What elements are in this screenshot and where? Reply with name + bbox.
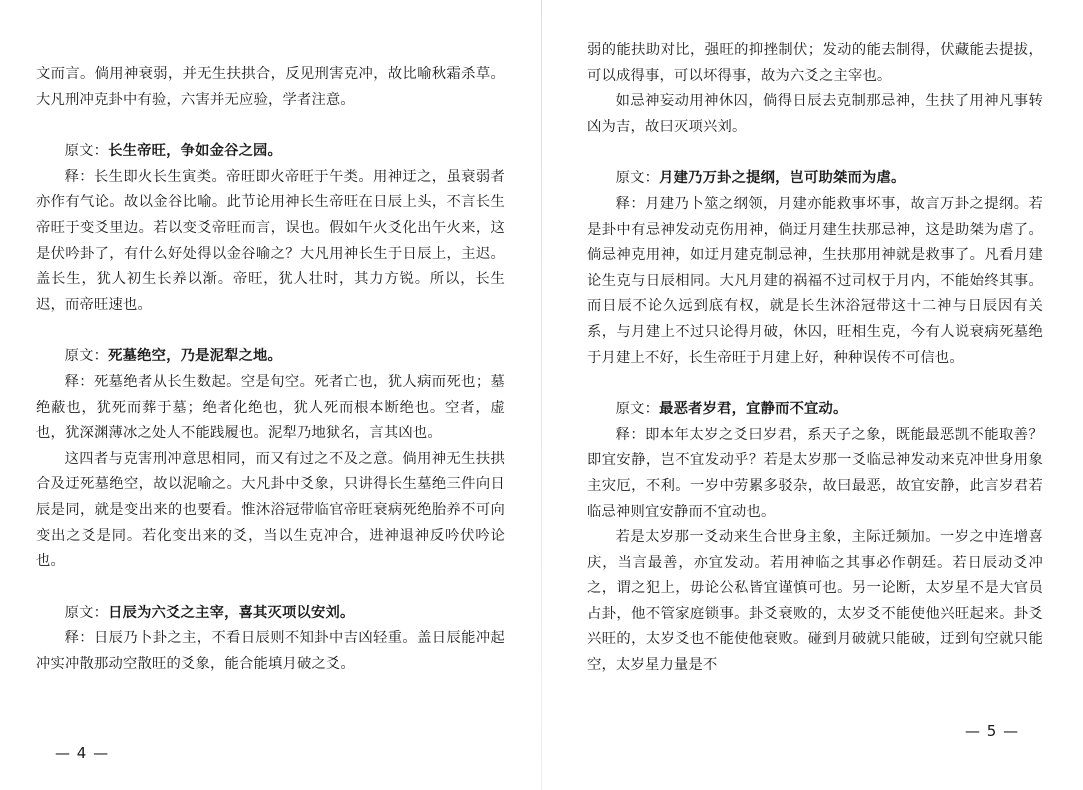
body-paragraph: 如忌神妄动用神休囚，倘得日辰去克制那忌神，生扶了用神凡事转凶为吉，故曰灭项兴刘。 (587, 93, 1043, 135)
body-paragraph: 释：长生即火长生寅类。帝旺即火帝旺于午类。用神迂之，虽衰弱者亦作有气论。故以金谷比喻。此节论用神长生帝旺在日辰上头，不言长生帝旺于变爻里边。若以变爻帝旺而言，误也。假如午火爻化出午火来，这是伏吟卦了，有什么好处得以金谷喻之？大凡用神长生于日辰上，主迟。盖长生，犹人初生长养以渐。帝旺，犹人壮时，其力方锐。所以，长生迟，而帝旺速也。 (36, 168, 505, 313)
body-paragraph: 文而言。倘用神衰弱，并无生扶拱合，反见刑害克冲，故比喻秋霜杀草。大凡刑冲克卦中有验，六害并无应验，学者注意。 (36, 66, 505, 108)
body-paragraph: 释：死墓绝者从长生数起。空是旬空。死者亡也，犹人病而死也；墓绝蔽也，犹死而葬于墓；绝者化绝也，犹人死而根本断绝也。空者，虚也，犹深渊薄冰之处人不能践履也。泥犁乃地狱名，言其凶也。 (36, 373, 505, 442)
heading-label: 原文： (64, 143, 109, 160)
heading-label: 原文： (64, 604, 109, 621)
left-page (0, 0, 541, 790)
page-number-left: — 4 — (55, 744, 110, 762)
heading-text: 月建乃万卦之提纲，岂可助桀而为虐。 (659, 170, 906, 187)
heading-text: 长生帝旺，争如金谷之园。 (108, 143, 283, 160)
body-paragraph: 释：即本年太岁之爻曰岁君，系天子之象，既能最恶凯不能取善？即宜安静，岂不宜发动乎？若是太岁那一爻临忌神发动来克冲世身用象主灾厄，不利。一岁中劳累多驳杂，故曰最恶，故宜安静，此言岁君若临忌神则宜安静而不宜动也。 (587, 426, 1043, 520)
section-heading (36, 344, 505, 370)
heading-label: 原文： (615, 170, 660, 187)
section-heading (587, 397, 1043, 423)
body-paragraph: 若是太岁那一爻动来生合世身主象，主际迁频加。一岁之中连增喜庆，当言最善，亦宜发动。若用神临之其事必作朝廷。若日辰动爻冲之，谓之犯上，毋论公私皆宜谨慎可也。另一论断，太岁星不是大官员占卦，他不管家庭锁事。卦爻衰败的，太岁爻不能使他兴旺起来。卦爻兴旺的，太岁爻也不能使他衰败。碰到月破就只能破，迂到旬空就只能空，太岁星力量是不 (587, 529, 1043, 674)
page-number-right: — 5 — (965, 722, 1020, 740)
heading-label: 原文： (615, 401, 660, 418)
heading-text: 日辰为六爻之主宰，喜其灭项以安刘。 (108, 604, 355, 621)
body-paragraph: 释：日辰乃卜卦之主，不看日辰则不知卦中吉凶轻重。盖日辰能冲起冲实冲散那动空散旺的爻象，能合能填月破之爻。 (36, 630, 505, 672)
right-page (541, 0, 1083, 790)
section-heading (36, 139, 505, 165)
heading-text: 死墓绝空，乃是泥犁之地。 (108, 348, 283, 365)
heading-text: 最恶者岁君，宜静而不宜动。 (659, 401, 848, 418)
body-paragraph: 这四者与克害刑冲意思相同，而又有过之不及之意。倘用神无生扶拱合及迂死墓绝空，故以泥喻之。大凡卦中爻象，只讲得长生墓绝三件向日辰是同，就是变出来的也要看。惟沐浴冠带临官帝旺衰病死绝胎养不可向变出之爻是同。若化变出来的爻，当以生克冲合，进神退神反吟伏吟论也。 (36, 450, 505, 570)
heading-label: 原文： (64, 348, 109, 365)
body-paragraph: 释：月建乃卜筮之纲领，月建亦能救事坏事，故言万卦之提纲。若是卦中有忌神发动克伤用神，倘迂月建生扶那忌神，这是助桀为虐了。倘忌神克用神，如迂月建克制忌神，生扶那用神就是救事了。凡看月建论生克与日辰相同。大凡月建的祸福不过司权于月内，不能始终其事。而日辰不论久远到底有权，就是长生沐浴冠带这十二神与日辰因有关系，与月建上不过只论得月破，休囚，旺相生克，今有人说衰病死墓绝于月建上不好，长生帝旺于月建上好，种种误传不可信也。 (587, 195, 1043, 366)
section-heading (587, 166, 1043, 192)
section-heading (36, 601, 505, 627)
body-paragraph: 弱的能扶助对比，强旺的抑挫制伏；发动的能去制得，伏藏能去提拔，可以成得事，可以坏得事，故为六爻之主宰也。 (587, 42, 1043, 84)
